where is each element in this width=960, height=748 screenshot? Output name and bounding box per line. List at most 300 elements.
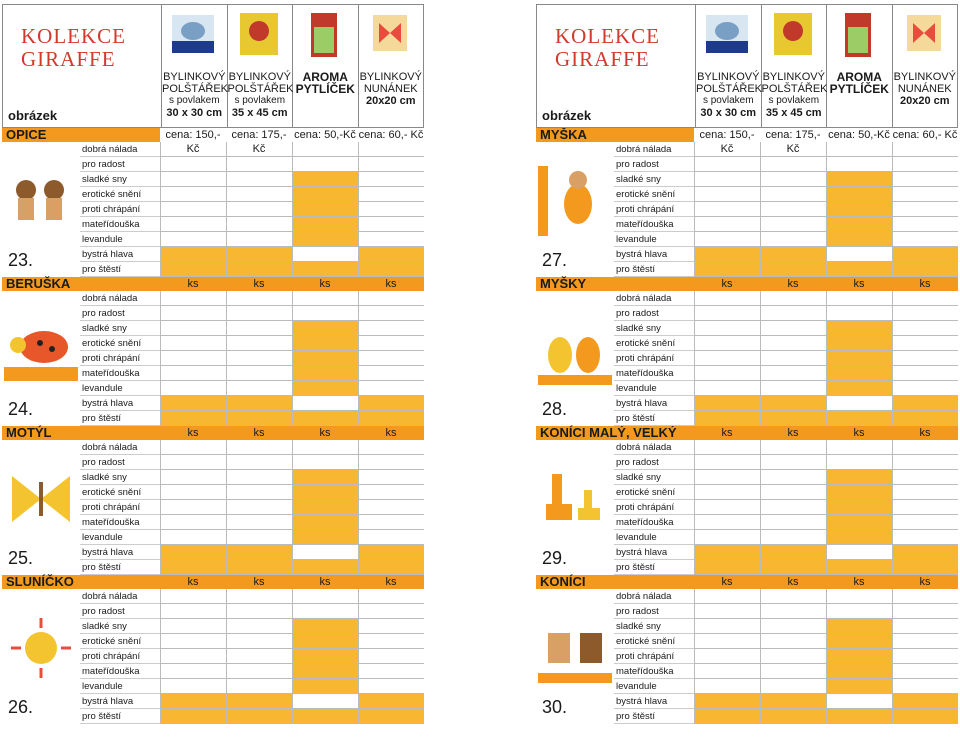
quantity-cell[interactable] bbox=[292, 396, 358, 411]
quantity-cell[interactable] bbox=[826, 232, 892, 247]
quantity-cell[interactable] bbox=[358, 291, 424, 306]
quantity-cell[interactable] bbox=[760, 589, 826, 604]
quantity-cell[interactable] bbox=[358, 560, 424, 575]
quantity-cell[interactable] bbox=[892, 470, 958, 485]
quantity-cell[interactable] bbox=[760, 232, 826, 247]
quantity-cell[interactable] bbox=[892, 604, 958, 619]
quantity-cell[interactable] bbox=[226, 604, 292, 619]
elephant-pillow-image bbox=[702, 9, 752, 59]
quantity-cell[interactable] bbox=[292, 485, 358, 500]
quantity-cell[interactable] bbox=[226, 515, 292, 530]
quantity-cell[interactable] bbox=[760, 306, 826, 321]
quantity-cell[interactable] bbox=[694, 321, 760, 336]
quantity-cell[interactable] bbox=[292, 709, 358, 724]
quantity-cell[interactable] bbox=[160, 455, 226, 470]
quantity-cell[interactable] bbox=[226, 336, 292, 351]
quantity-cell[interactable] bbox=[160, 619, 226, 634]
quantity-cell[interactable] bbox=[892, 247, 958, 262]
quantity-cell[interactable] bbox=[226, 560, 292, 575]
quantity-cell[interactable] bbox=[358, 619, 424, 634]
quantity-cell[interactable] bbox=[892, 142, 958, 157]
quantity-cell[interactable] bbox=[760, 411, 826, 426]
quantity-cell[interactable] bbox=[826, 619, 892, 634]
quantity-cell[interactable] bbox=[760, 530, 826, 545]
quantity-cell[interactable] bbox=[226, 589, 292, 604]
quantity-cell[interactable] bbox=[694, 485, 760, 500]
quantity-cell[interactable] bbox=[292, 440, 358, 455]
quantity-cell[interactable] bbox=[760, 619, 826, 634]
quantity-cell[interactable] bbox=[694, 440, 760, 455]
quantity-cell[interactable] bbox=[226, 500, 292, 515]
quantity-cell[interactable] bbox=[226, 485, 292, 500]
quantity-cell[interactable] bbox=[226, 232, 292, 247]
quantity-cell[interactable] bbox=[226, 381, 292, 396]
variant-name: bystrá hlava bbox=[80, 694, 160, 709]
quantity-cell[interactable] bbox=[892, 336, 958, 351]
quantity-cell[interactable] bbox=[226, 262, 292, 277]
quantity-cell[interactable] bbox=[160, 262, 226, 277]
quantity-cell[interactable] bbox=[160, 589, 226, 604]
quantity-cell[interactable] bbox=[694, 381, 760, 396]
quantity-cell[interactable] bbox=[226, 649, 292, 664]
quantity-cell[interactable] bbox=[826, 396, 892, 411]
quantity-cell[interactable] bbox=[760, 634, 826, 649]
quantity-cell[interactable] bbox=[694, 500, 760, 515]
quantity-cell[interactable] bbox=[292, 381, 358, 396]
quantity-cell[interactable] bbox=[226, 217, 292, 232]
quantity-cell[interactable] bbox=[358, 142, 424, 157]
quantity-cell[interactable] bbox=[826, 411, 892, 426]
quantity-cell[interactable] bbox=[694, 396, 760, 411]
quantity-cell[interactable] bbox=[160, 247, 226, 262]
quantity-cell[interactable] bbox=[826, 336, 892, 351]
quantity-cell[interactable] bbox=[760, 455, 826, 470]
quantity-cell[interactable] bbox=[292, 515, 358, 530]
quantity-cell[interactable] bbox=[358, 709, 424, 724]
quantity-cell[interactable] bbox=[160, 560, 226, 575]
quantity-cell[interactable] bbox=[760, 157, 826, 172]
quantity-cell[interactable] bbox=[760, 381, 826, 396]
quantity-cell[interactable] bbox=[694, 306, 760, 321]
quantity-cell[interactable] bbox=[694, 545, 760, 560]
quantity-cell[interactable] bbox=[892, 515, 958, 530]
quantity-cell[interactable] bbox=[694, 172, 760, 187]
quantity-cell[interactable] bbox=[892, 187, 958, 202]
quantity-cell[interactable] bbox=[292, 664, 358, 679]
quantity-cell[interactable] bbox=[292, 336, 358, 351]
quantity-cell[interactable] bbox=[892, 321, 958, 336]
quantity-cell[interactable] bbox=[892, 545, 958, 560]
quantity-cell[interactable] bbox=[760, 515, 826, 530]
quantity-cell[interactable] bbox=[358, 321, 424, 336]
quantity-cell[interactable] bbox=[292, 142, 358, 157]
quantity-cell[interactable] bbox=[292, 530, 358, 545]
quantity-cell[interactable] bbox=[160, 202, 226, 217]
quantity-cell[interactable] bbox=[892, 351, 958, 366]
variant-name: mateřídouška bbox=[80, 366, 160, 381]
quantity-cell[interactable] bbox=[892, 619, 958, 634]
quantity-cell[interactable] bbox=[694, 291, 760, 306]
quantity-cell[interactable] bbox=[760, 470, 826, 485]
quantity-cell[interactable] bbox=[892, 411, 958, 426]
quantity-cell[interactable] bbox=[694, 515, 760, 530]
quantity-cell[interactable] bbox=[892, 440, 958, 455]
quantity-cell[interactable] bbox=[160, 291, 226, 306]
quantity-cell[interactable] bbox=[292, 500, 358, 515]
quantity-cell[interactable] bbox=[160, 411, 226, 426]
quantity-cell[interactable] bbox=[358, 604, 424, 619]
quantity-cell[interactable] bbox=[760, 336, 826, 351]
quantity-cell[interactable] bbox=[358, 366, 424, 381]
quantity-cell[interactable] bbox=[694, 262, 760, 277]
quantity-cell[interactable] bbox=[160, 142, 226, 157]
quantity-cell[interactable] bbox=[760, 291, 826, 306]
quantity-cell[interactable] bbox=[892, 649, 958, 664]
quantity-cell[interactable] bbox=[826, 589, 892, 604]
variant-name: pro radost bbox=[80, 306, 160, 321]
quantity-cell[interactable] bbox=[160, 366, 226, 381]
quantity-cell[interactable] bbox=[892, 455, 958, 470]
quantity-cell[interactable] bbox=[760, 649, 826, 664]
quantity-cell[interactable] bbox=[826, 366, 892, 381]
quantity-cell[interactable] bbox=[226, 455, 292, 470]
quantity-cell[interactable] bbox=[760, 142, 826, 157]
quantity-cell[interactable] bbox=[226, 366, 292, 381]
quantity-cell[interactable] bbox=[826, 530, 892, 545]
quantity-cell[interactable] bbox=[760, 262, 826, 277]
quantity-cell[interactable] bbox=[760, 351, 826, 366]
quantity-cell[interactable] bbox=[358, 694, 424, 709]
quantity-cell[interactable] bbox=[292, 291, 358, 306]
quantity-cell[interactable] bbox=[826, 679, 892, 694]
quantity-cell[interactable] bbox=[358, 545, 424, 560]
quantity-cell[interactable] bbox=[694, 455, 760, 470]
quantity-cell[interactable] bbox=[160, 321, 226, 336]
quantity-cell[interactable] bbox=[760, 694, 826, 709]
quantity-cell[interactable] bbox=[160, 351, 226, 366]
quantity-cell[interactable] bbox=[826, 485, 892, 500]
quantity-cell[interactable] bbox=[226, 530, 292, 545]
quantity-cell[interactable] bbox=[160, 649, 226, 664]
quantity-cell[interactable] bbox=[160, 545, 226, 560]
quantity-cell[interactable] bbox=[892, 306, 958, 321]
quantity-cell[interactable] bbox=[292, 649, 358, 664]
quantity-cell[interactable] bbox=[226, 306, 292, 321]
quantity-cell[interactable] bbox=[826, 545, 892, 560]
quantity-cell[interactable] bbox=[160, 679, 226, 694]
quantity-cell[interactable] bbox=[826, 500, 892, 515]
quantity-cell[interactable] bbox=[358, 262, 424, 277]
quantity-cell[interactable] bbox=[226, 440, 292, 455]
quantity-cell[interactable] bbox=[292, 306, 358, 321]
quantity-cell[interactable] bbox=[694, 649, 760, 664]
quantity-cell[interactable] bbox=[826, 560, 892, 575]
quantity-cell[interactable] bbox=[226, 679, 292, 694]
quantity-cell[interactable] bbox=[292, 694, 358, 709]
quantity-cell[interactable] bbox=[694, 709, 760, 724]
quantity-cell[interactable] bbox=[760, 366, 826, 381]
variant-row bbox=[80, 634, 424, 649]
quantity-cell[interactable] bbox=[694, 202, 760, 217]
quantity-cell[interactable] bbox=[892, 172, 958, 187]
quantity-cell[interactable] bbox=[826, 694, 892, 709]
quantity-cell[interactable] bbox=[226, 351, 292, 366]
quantity-cell[interactable] bbox=[160, 381, 226, 396]
quantity-cell[interactable] bbox=[358, 351, 424, 366]
quantity-cell[interactable] bbox=[226, 545, 292, 560]
variant-row bbox=[614, 321, 958, 336]
quantity-cell[interactable] bbox=[892, 396, 958, 411]
quantity-cell[interactable] bbox=[358, 187, 424, 202]
quantity-cell[interactable] bbox=[358, 530, 424, 545]
quantity-cell[interactable] bbox=[292, 411, 358, 426]
quantity-cell[interactable] bbox=[892, 262, 958, 277]
quantity-cell[interactable] bbox=[892, 366, 958, 381]
quantity-cell[interactable] bbox=[160, 500, 226, 515]
quantity-cell[interactable] bbox=[292, 247, 358, 262]
quantity-cell[interactable] bbox=[358, 515, 424, 530]
quantity-cell[interactable] bbox=[160, 709, 226, 724]
quantity-cell[interactable] bbox=[694, 619, 760, 634]
quantity-cell[interactable] bbox=[160, 664, 226, 679]
quantity-cell[interactable] bbox=[826, 262, 892, 277]
quantity-cell[interactable] bbox=[760, 440, 826, 455]
quantity-cell[interactable] bbox=[760, 709, 826, 724]
quantity-cell[interactable] bbox=[826, 187, 892, 202]
quantity-cell[interactable] bbox=[892, 679, 958, 694]
quantity-cell[interactable] bbox=[892, 232, 958, 247]
quantity-cell[interactable] bbox=[826, 321, 892, 336]
quantity-cell[interactable] bbox=[292, 232, 358, 247]
quantity-cell[interactable] bbox=[760, 664, 826, 679]
quantity-cell[interactable] bbox=[892, 709, 958, 724]
quantity-cell[interactable] bbox=[892, 202, 958, 217]
quantity-cell[interactable] bbox=[292, 560, 358, 575]
quantity-cell[interactable] bbox=[160, 217, 226, 232]
quantity-cell[interactable] bbox=[892, 217, 958, 232]
quantity-cell[interactable] bbox=[358, 664, 424, 679]
quantity-cell[interactable] bbox=[826, 351, 892, 366]
quantity-cell[interactable] bbox=[358, 411, 424, 426]
quantity-cell[interactable] bbox=[358, 485, 424, 500]
quantity-cell[interactable] bbox=[694, 664, 760, 679]
quantity-cell[interactable] bbox=[760, 396, 826, 411]
quantity-cell[interactable] bbox=[160, 485, 226, 500]
quantity-cell[interactable] bbox=[358, 455, 424, 470]
quantity-cell[interactable] bbox=[826, 217, 892, 232]
quantity-cell[interactable] bbox=[826, 172, 892, 187]
quantity-cell[interactable] bbox=[694, 336, 760, 351]
quantity-cell[interactable] bbox=[160, 530, 226, 545]
quantity-cell[interactable] bbox=[760, 485, 826, 500]
quantity-cell[interactable] bbox=[826, 291, 892, 306]
aroma-bag-image bbox=[299, 9, 349, 59]
quantity-cell[interactable] bbox=[160, 172, 226, 187]
quantity-cell[interactable] bbox=[226, 291, 292, 306]
quantity-cell[interactable] bbox=[160, 634, 226, 649]
quantity-cell[interactable] bbox=[160, 187, 226, 202]
section-image bbox=[2, 142, 80, 277]
quantity-cell[interactable] bbox=[892, 157, 958, 172]
quantity-cell[interactable] bbox=[826, 455, 892, 470]
quantity-cell[interactable] bbox=[892, 560, 958, 575]
quantity-cell[interactable] bbox=[694, 157, 760, 172]
quantity-cell[interactable] bbox=[292, 619, 358, 634]
quantity-cell[interactable] bbox=[892, 589, 958, 604]
quantity-cell[interactable] bbox=[358, 172, 424, 187]
quantity-cell[interactable] bbox=[826, 157, 892, 172]
quantity-cell[interactable] bbox=[826, 634, 892, 649]
quantity-cell[interactable] bbox=[358, 396, 424, 411]
quantity-cell[interactable] bbox=[358, 247, 424, 262]
quantity-cell[interactable] bbox=[160, 336, 226, 351]
quantity-cell[interactable] bbox=[226, 187, 292, 202]
quantity-cell[interactable] bbox=[760, 217, 826, 232]
quantity-cell[interactable] bbox=[358, 306, 424, 321]
quantity-cell[interactable] bbox=[892, 530, 958, 545]
quantity-cell[interactable] bbox=[826, 306, 892, 321]
quantity-cell[interactable] bbox=[826, 664, 892, 679]
quantity-cell[interactable] bbox=[292, 351, 358, 366]
quantity-cell[interactable] bbox=[160, 232, 226, 247]
quantity-cell[interactable] bbox=[358, 649, 424, 664]
quantity-cell[interactable] bbox=[826, 709, 892, 724]
quantity-cell[interactable] bbox=[226, 247, 292, 262]
quantity-cell[interactable] bbox=[358, 157, 424, 172]
quantity-cell[interactable] bbox=[358, 381, 424, 396]
variant-name: dobrá nálada bbox=[80, 440, 160, 455]
quantity-cell[interactable] bbox=[292, 634, 358, 649]
quantity-cell[interactable] bbox=[760, 679, 826, 694]
quantity-cell[interactable] bbox=[160, 157, 226, 172]
quantity-cell[interactable] bbox=[226, 411, 292, 426]
quantity-cell[interactable] bbox=[292, 262, 358, 277]
quantity-cell[interactable] bbox=[760, 321, 826, 336]
quantity-cell[interactable] bbox=[358, 679, 424, 694]
quantity-cell[interactable] bbox=[694, 604, 760, 619]
quantity-cell[interactable] bbox=[358, 470, 424, 485]
variant-row bbox=[614, 589, 958, 604]
quantity-cell[interactable] bbox=[760, 604, 826, 619]
quantity-cell[interactable] bbox=[160, 694, 226, 709]
quantity-cell[interactable] bbox=[760, 247, 826, 262]
quantity-cell[interactable] bbox=[226, 664, 292, 679]
quantity-cell[interactable] bbox=[760, 172, 826, 187]
quantity-cell[interactable] bbox=[226, 321, 292, 336]
quantity-cell[interactable] bbox=[226, 694, 292, 709]
quantity-cell[interactable] bbox=[694, 634, 760, 649]
quantity-cell[interactable] bbox=[292, 172, 358, 187]
quantity-cell[interactable] bbox=[226, 157, 292, 172]
quantity-cell[interactable] bbox=[226, 202, 292, 217]
quantity-cell[interactable] bbox=[694, 247, 760, 262]
quantity-cell[interactable] bbox=[226, 634, 292, 649]
quantity-cell[interactable] bbox=[826, 440, 892, 455]
quantity-cell[interactable] bbox=[226, 172, 292, 187]
quantity-cell[interactable] bbox=[292, 679, 358, 694]
quantity-cell[interactable] bbox=[358, 440, 424, 455]
quantity-cell[interactable] bbox=[358, 232, 424, 247]
quantity-cell[interactable] bbox=[826, 604, 892, 619]
quantity-cell[interactable] bbox=[160, 515, 226, 530]
quantity-cell[interactable] bbox=[892, 500, 958, 515]
quantity-cell[interactable] bbox=[826, 470, 892, 485]
quantity-cell[interactable] bbox=[892, 291, 958, 306]
quantity-cell[interactable] bbox=[694, 411, 760, 426]
quantity-cell[interactable] bbox=[292, 202, 358, 217]
quantity-cell[interactable] bbox=[358, 634, 424, 649]
quantity-cell[interactable] bbox=[694, 679, 760, 694]
quantity-cell[interactable] bbox=[892, 694, 958, 709]
quantity-cell[interactable] bbox=[160, 470, 226, 485]
quantity-cell[interactable] bbox=[694, 232, 760, 247]
quantity-cell[interactable] bbox=[358, 500, 424, 515]
ks-label: ks bbox=[187, 576, 199, 588]
quantity-cell[interactable] bbox=[160, 440, 226, 455]
quantity-cell[interactable] bbox=[694, 694, 760, 709]
quantity-cell[interactable] bbox=[292, 187, 358, 202]
quantity-cell[interactable] bbox=[292, 321, 358, 336]
quantity-cell[interactable] bbox=[226, 142, 292, 157]
quantity-cell[interactable] bbox=[826, 202, 892, 217]
brand-logo: KOLEKCE GIRAFFE bbox=[21, 24, 126, 71]
quantity-cell[interactable] bbox=[292, 157, 358, 172]
quantity-cell[interactable] bbox=[760, 500, 826, 515]
quantity-cell[interactable] bbox=[160, 604, 226, 619]
quantity-cell[interactable] bbox=[826, 142, 892, 157]
quantity-cell[interactable] bbox=[292, 455, 358, 470]
quantity-cell[interactable] bbox=[358, 202, 424, 217]
quantity-cell[interactable] bbox=[358, 589, 424, 604]
quantity-cell[interactable] bbox=[760, 187, 826, 202]
quantity-cell[interactable] bbox=[292, 470, 358, 485]
quantity-cell[interactable] bbox=[826, 649, 892, 664]
quantity-cell[interactable] bbox=[694, 142, 760, 157]
quantity-cell[interactable] bbox=[826, 515, 892, 530]
quantity-cell[interactable] bbox=[892, 634, 958, 649]
quantity-cell[interactable] bbox=[694, 366, 760, 381]
quantity-cell[interactable] bbox=[226, 619, 292, 634]
quantity-cell[interactable] bbox=[892, 485, 958, 500]
quantity-cell[interactable] bbox=[292, 589, 358, 604]
quantity-cell[interactable] bbox=[226, 396, 292, 411]
quantity-cell[interactable] bbox=[358, 217, 424, 232]
quantity-cell[interactable] bbox=[760, 560, 826, 575]
quantity-cell[interactable] bbox=[226, 709, 292, 724]
quantity-cell[interactable] bbox=[694, 560, 760, 575]
quantity-cell[interactable] bbox=[694, 217, 760, 232]
quantity-cell[interactable] bbox=[760, 545, 826, 560]
quantity-cell[interactable] bbox=[160, 306, 226, 321]
quantity-cell[interactable] bbox=[760, 202, 826, 217]
quantity-cell[interactable] bbox=[694, 530, 760, 545]
quantity-cell[interactable] bbox=[694, 470, 760, 485]
quantity-cell[interactable] bbox=[358, 336, 424, 351]
quantity-cell[interactable] bbox=[292, 217, 358, 232]
quantity-cell[interactable] bbox=[160, 396, 226, 411]
quantity-cell[interactable] bbox=[694, 351, 760, 366]
quantity-cell[interactable] bbox=[226, 470, 292, 485]
quantity-cell[interactable] bbox=[292, 545, 358, 560]
quantity-cell[interactable] bbox=[826, 247, 892, 262]
quantity-cell[interactable] bbox=[292, 604, 358, 619]
quantity-cell[interactable] bbox=[826, 381, 892, 396]
quantity-cell[interactable] bbox=[892, 664, 958, 679]
quantity-cell[interactable] bbox=[292, 366, 358, 381]
quantity-cell[interactable] bbox=[694, 589, 760, 604]
quantity-cell[interactable] bbox=[892, 381, 958, 396]
quantity-cell[interactable] bbox=[694, 187, 760, 202]
